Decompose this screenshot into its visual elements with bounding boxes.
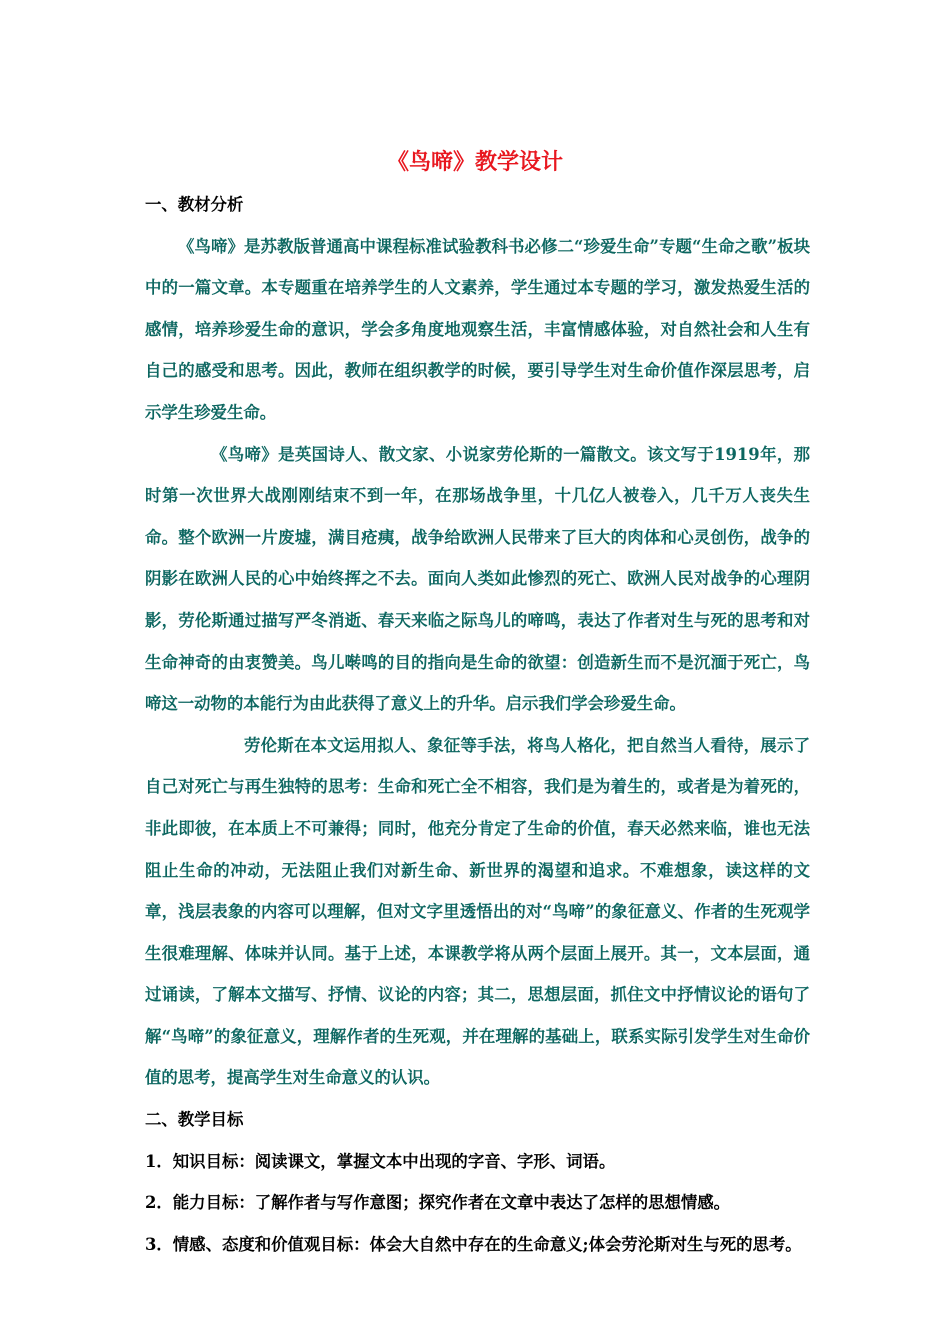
section-heading-textbook-analysis: 一、教材分析: [145, 195, 244, 214]
goal-emotion-values: 3．情感、态度和价值观目标：体会大自然中存在的生命意义;体会劳沦斯对生与死的思考。: [145, 1234, 802, 1254]
goal-knowledge: 1．知识目标：阅读课文，掌握文本中出现的字音、字形、词语。: [145, 1151, 616, 1171]
document-title: 《鸟啼》教学设计: [386, 149, 563, 175]
goal-ability: 2．能力目标：了解作者与写作意图；探究作者在文章中表达了怎样的思想情感。: [145, 1193, 731, 1213]
teaching-goals-list: [145, 1141, 810, 1266]
document-body: [145, 184, 810, 1265]
paragraph-background: 《鸟啼》是英国诗人、散文家、小说家劳伦斯的一篇散文。该文写于1919年，那时第一次世界大战刚刚结束不到一年，在那场战争里，十几亿人被卷入，几千万人丧失生命。整个欧洲一片废墟，满目疮痍，战争给欧洲人民带来了巨大的肉体和心灵创伤，战争的阴影在欧洲人民的心中始终挥之不去。面向人类如此惨烈的死亡、欧洲人民对战争的心理阴影，劳伦斯通过描写严冬消逝、春天来临之际鸟儿的啼鸣，表达了作者对生与死的思考和对生命神奇的由衷赞美。鸟儿啭鸣的目的指向是生命的欲望：创造新生而不是沉湎于死亡，鸟啼这一动物的本能行为由此获得了意义上的升华。启示我们学会珍爱生命。: [145, 444, 810, 714]
paragraph-intro: 《鸟啼》是苏教版普通高中课程标准试验教科书必修二“珍爱生命”专题“生命之歌”板块中的一篇文章。本专题重在培养学生的人文素养，学生通过本专题的学习，激发热爱生活的感情，培养珍爱生命的意识，学会多角度地观察生活，丰富情感体验，对自然社会和人生有自己的感受和思考。因此，教师在组织教学的时候，要引导学生对生命价值作深层思考，启示学生珍爱生命。: [145, 236, 810, 422]
paragraph-techniques: 劳伦斯在本文运用拟人、象征等手法，将鸟人格化，把自然当人看待，展示了自己对死亡与再生独特的思考：生命和死亡全不相容，我们是为着生的，或者是为着死的，非此即彼，在本质上不可兼得；同时，他充分肯定了生命的价值，春天必然来临，谁也无法阻止生命的冲动，无法阻止我们对新生命、新世界的渴望和追求。不难想象，读这样的文章，浅层表象的内容可以理解，但对文字里透悟出的对“鸟啼”的象征意义、作者的生死观学生很难理解、体味并认同。基于上述，本课教学将从两个层面上展开。其一，文本层面，通过诵读，了解本文描写、抒情、议论的内容；其二，思想层面，抓住文中抒情议论的语句了解“鸟啼”的象征意义，理解作者的生死观，并在理解的基础上，联系实际引发学生对生命价值的思考，提高学生对生命意义的认识。: [145, 735, 810, 1088]
section-heading-teaching-goals: 二、教学目标: [145, 1110, 244, 1130]
